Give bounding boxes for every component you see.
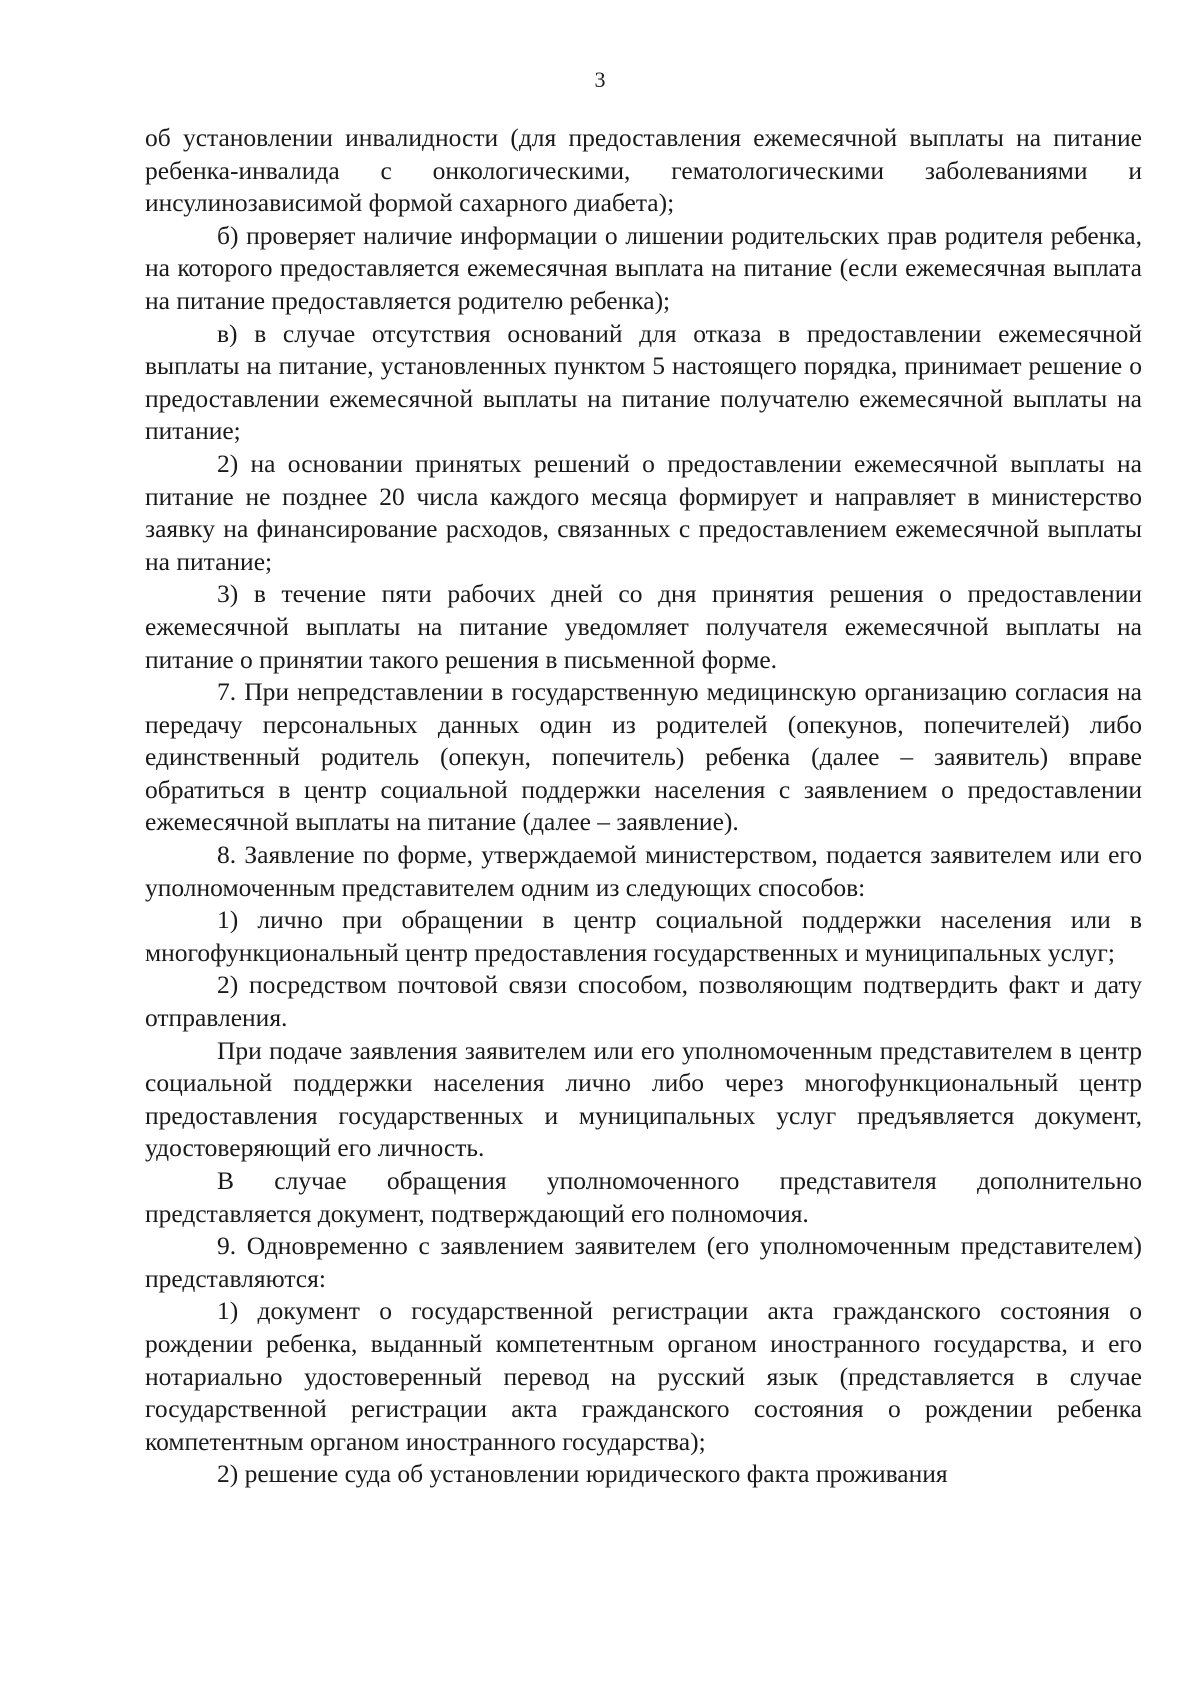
page-number: 3 [594,67,606,92]
paragraph-3: в) в случае отсутствия оснований для отказа в предоставлении ежемесячной выплаты на питание, установленных пунктом 5 настоящего порядка, принимает решение о предоставлении ежемесячной выплаты на питание получателю ежемесячной выплаты на питание; [145,318,1142,446]
paragraph-7: 8. Заявление по форме, утверждаемой министерством, подается заявителем или его уполномоченным представителем одним из следующих способов: [145,840,1142,902]
paragraph-1: об установлении инвалидности (для предоставления ежемесячной выплаты на питание ребенка-инвалида с онкологическими, гематологическими заболеваниями и инсулинозависимой формой сахарного диабета); [145,123,1142,218]
paragraph-8: 1) лично при обращении в центр социальной поддержки населения или в многофункциональный центр предоставления государственных и муниципальных услуг; [145,905,1142,967]
document-body [145,122,1142,1491]
paragraph-4: 2) на основании принятых решений о предоставлении ежемесячной выплаты на питание не позднее 20 числа каждого месяца формирует и направляет в министерство заявку на финансирование расходов, связанных с предоставлением ежемесячной выплаты на питание; [145,448,1142,576]
paragraph-6: 7. При непредставлении в государственную медицинскую организацию согласия на передачу персональных данных один из родителей (опекунов, попечителей) либо единственный родитель (опекун, попечитель) ребенка (далее – заявитель) вправе обратиться в центр социальной поддержки населения с заявлением о предоставлении ежемесячной выплаты на питание (далее – заявление). [145,677,1142,837]
paragraph-13: 1) документ о государственной регистрации акта гражданского состояния о рождении ребенка, выданный компетентным органом иностранного государства, и его нотариально удостоверенный перевод на русский язык (представляется в случае государственной регистрации акта гражданского состояния о рождении ребенка компетентным органом иностранного государства); [145,1296,1142,1456]
paragraph-9: 2) посредством почтовой связи способом, позволяющим подтвердить факт и дату отправления. [145,970,1142,1033]
paragraph-5: 3) в течение пяти рабочих дней со дня принятия решения о предоставлении ежемесячной выплаты на питание уведомляет получателя ежемесячной выплаты на питание о принятии такого решения в письменной форме. [145,579,1142,674]
paragraph-12: 9. Одновременно с заявлением заявителем (его уполномоченным представителем) представляются: [145,1231,1142,1293]
paragraph-11: В случае обращения уполномоченного представителя дополнительно представляется документ, подтверждающий его полномочия. [145,1166,1142,1228]
paragraph-10: При подаче заявления заявителем или его уполномоченным представителем в центр социальной поддержки населения лично либо через многофункциональный центр предоставления государственных и муниципальных услуг предъявляется документ, удостоверяющий его личность. [145,1035,1142,1163]
paragraph-14: 2) решение суда об установлении юридического факта проживания [217,1459,948,1489]
paragraph-2: б) проверяет наличие информации о лишении родительских прав родителя ребенка, на которого предоставляется ежемесячная выплата на питание (если ежемесячная выплата на питание предоставляется родителю ребенка); [145,220,1142,315]
